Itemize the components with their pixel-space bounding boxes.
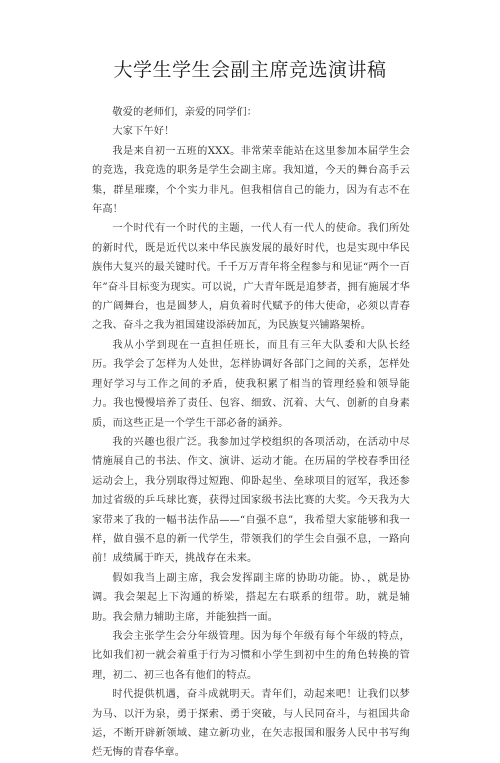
salutation: 敬爱的老师们，亲爱的同学们： [112, 107, 258, 118]
paragraph-interests: 我的兴趣也很广泛。我参加过学校组织的各项活动，在活动中尽情施展自己的书法、作文、演讲、运动才能。在历届的学校春季田径运动会上，我分别取得过短跑、仰卧起坐、垒球项目的冠军，我还参加过省级的乒乓球比赛，获得过国家级书法比赛的大奖。今天我为大家带来了我的一幅书法作品——“自强不息”，我希望大家能够和我一样，做自强不息的新一代学生，带领我们的学生会自强不息，一路向前！成绩属于昨天，挑战存在未来。 [92, 436, 410, 565]
document-title: 大学生学生会副主席竞选演讲稿 [113, 59, 387, 81]
paragraph-era: 一个时代有一个时代的主题，一代人有一代人的使命。我们所处的新时代，既是近代以来中华民族发展的最好时代，也是实现中华民族伟大复兴的最关键时代。千千万万青年将全程参与和见证“两个一百年”奋斗目标变为现实。可以说，广大青年既是追梦者，拥有施展才华的广阔舞台，也是圆梦人，肩负着时代赋予的伟大使命，必须以青春之我、奋斗之我为祖国建设添砖加瓦，为民族复兴铺路架桥。 [92, 223, 410, 332]
paragraph-experience: 我从小学到现在一直担任班长，而且有三年大队委和大队长经历。我学会了怎样为人处世，怎样协调好各部门之间的关系，怎样处理好学习与工作之间的矛盾，使我积累了相当的管理经验和领导能力。我也慢慢培养了责任、包容、细致、沉着、大气、创新的自身素质，而这些正是一个学生干部必备的涵养。 [92, 339, 410, 429]
paragraph-role: 假如我当上副主席，我会发挥副主席的协助功能。协、，就是协调。我会架起上下沟通的桥梁，搭起左右联系的纽带。助，就是辅助。我会鼎力辅助主席，并能独挡一面。 [92, 572, 410, 623]
paragraph-closing: 时代提供机遇，奋斗成就明天。青年们，动起来吧！让我们以梦为马、以汗为泉，勇于探索、勇于突破，与人民同奋斗，与祖国共命运，不断开辟新领域、建立新功业，在矢志报国和服务人民中书写绚烂无悔的青春华章。 [92, 689, 410, 759]
document-body [92, 103, 410, 763]
paragraph-grade-management: 我会主张学生会分年级管理。因为每个年级有每个年级的特点，比如我们初一就会着重于行为习惯和小学生到初中生的角色转换的管理，初二、初三也各有他们的特点。 [92, 630, 410, 681]
greeting: 大家下午好！ [112, 126, 175, 138]
paragraph-intro: 我是来自初一五班的XXX。非常荣幸能站在这里参加本届学生会的竞选，我竞选的职务是学生会副主席。我知道，今天的舞台高手云集，群星璀璨，个个实力非凡。但我相信自己的能力，因为有志不在年高！ [92, 145, 410, 216]
